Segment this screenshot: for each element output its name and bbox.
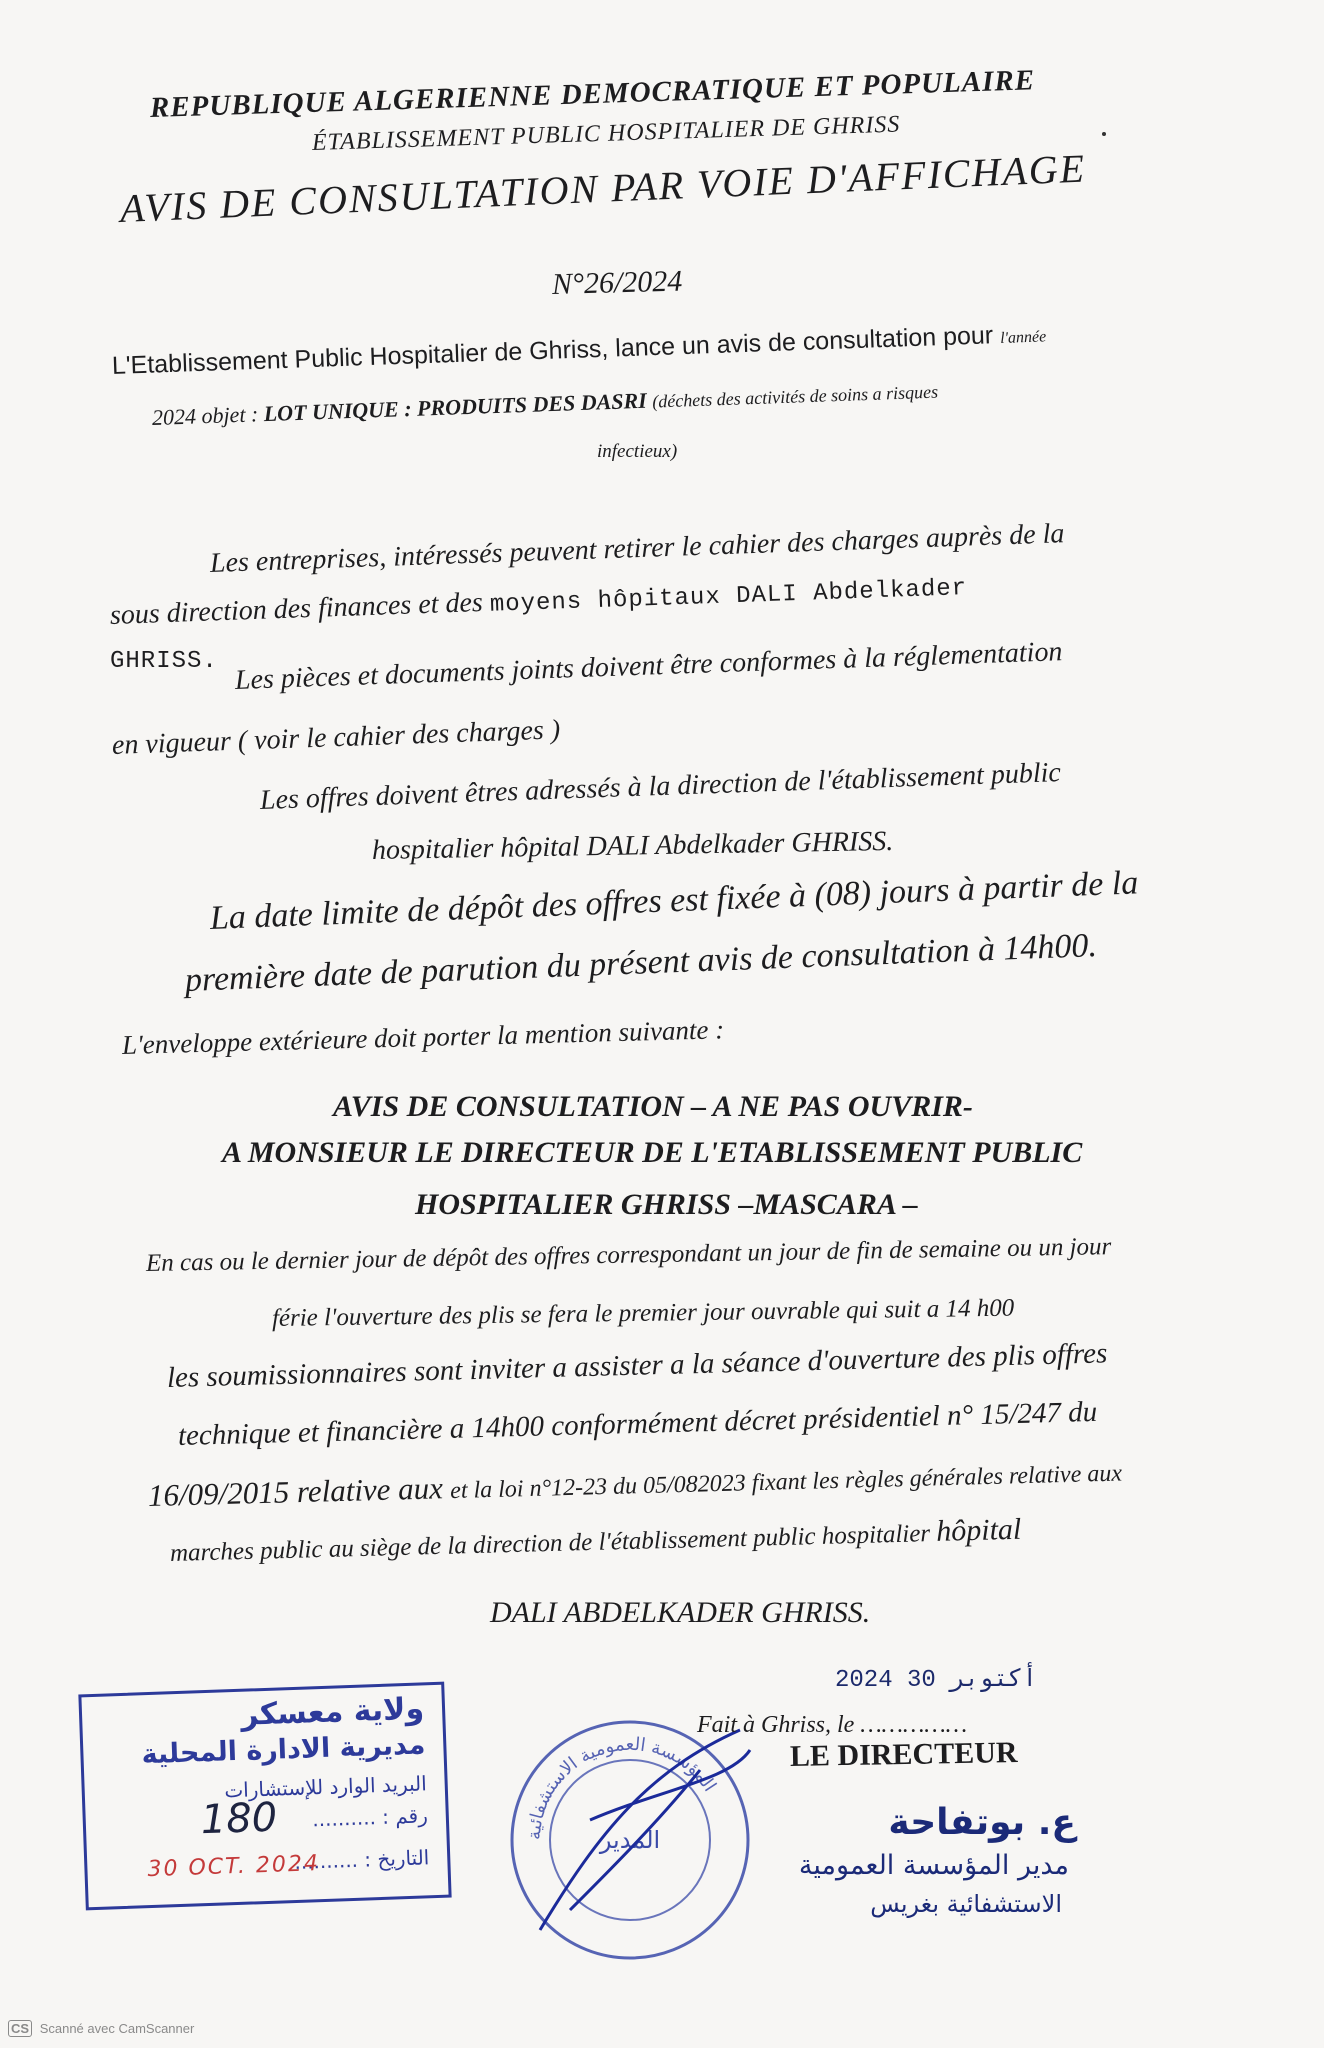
stamp-number-label: رقم : .......... [311, 1803, 429, 1832]
header-republic: REPUBLIQUE ALGERIENNE DEMOCRATIQUE ET POPULAIRE [149, 64, 1036, 124]
seal-ring-text: المؤسسة العمومية الاستشفائية [523, 1733, 721, 1841]
conditions-line-5 [148, 1453, 1123, 1514]
director-name-stamp: ع. بوتفاحة [888, 1802, 1076, 1843]
conditions-line-4: technique et financière a 14h00 conformément décret présidentiel n° 15/247 du [177, 1395, 1098, 1452]
mention-line-2: A MONSIEUR LE DIRECTEUR DE L'ETABLISSEMENT PUBLIC [222, 1136, 1083, 1169]
mention-line-3: HOSPITALIER GHRISS –MASCARA – [415, 1188, 918, 1221]
paragraph-1-line-1: Les entreprises, intéressés peuvent retirer le cahier des charges auprès de la [209, 518, 1065, 579]
director-role-stamp-2: الاستشفائية بغريس [870, 1890, 1062, 1918]
conditions-line-2: férie l'ouverture des plis se fera le premier jour ouvrable qui suit a 14 h00 [271, 1294, 1015, 1332]
paragraph-1-typed: moyens hôpitaux DALI Abdelkader [489, 575, 968, 619]
paragraph-3-line-2: hospitalier hôpital DALI Abdelkader GHRISS. [371, 825, 894, 866]
director-role-stamp-1: مدير المؤسسة العمومية [798, 1850, 1069, 1881]
paragraph-2-line-2: en vigueur ( voir le cahier des charges ) [111, 714, 561, 761]
intro-paren: (déchets des activités de soins a risques [651, 381, 939, 412]
stamp-date-label: التاريخ : .......... [293, 1845, 430, 1875]
scanner-footer-text: Scanné avec CamScanner [39, 2021, 195, 2036]
stamp-date-value: 30 OCT. 2024 [147, 1851, 321, 1883]
deadline-line-2: première date de parution du présent avis de consultation à 14h00. [184, 926, 1098, 999]
seal-center-text: المدير [599, 1826, 661, 1854]
stamp-mail-label: البريد الوارد للإستشارات [223, 1771, 428, 1803]
stamp-number-value: 180 [200, 1794, 278, 1844]
intro-year-word: l'année [999, 328, 1047, 347]
deadline-line-1: La date limite de dépôt des offres est fixée à (08) jours à partir de la [209, 864, 1139, 937]
conditions-line-7: DALI ABDELKADER GHRISS. [490, 1596, 871, 1629]
speck [1102, 132, 1106, 136]
decree-date: 16/09/2015 relative aux [147, 1470, 444, 1513]
document-number: N°26/2024 [551, 264, 683, 301]
stamp-wilaya: ولاية معسكر [240, 1691, 425, 1733]
paragraph-1-line-2 [109, 570, 967, 632]
reception-date-stamp: 2024 أكتوبر 30 [835, 1667, 1037, 1694]
conditions-line-3: les soumissionnaires sont inviter a assister a la séance d'ouverture des plis offres [166, 1337, 1108, 1394]
paragraph-1-line-3: GHRISS. [110, 648, 218, 675]
conditions-line-6-text: marches public au siège de la direction de l'établissement public hospitalier [169, 1520, 931, 1567]
mention-line-1: AVIS DE CONSULTATION – A NE PAS OUVRIR- [333, 1090, 973, 1123]
intro-line-1 [111, 319, 1046, 381]
intro-lot: LOT UNIQUE : PRODUITS DES DASRI [263, 387, 648, 427]
scanner-footer [8, 2020, 194, 2037]
conditions-line-6-end: hôpital [935, 1512, 1022, 1548]
signature-place-date: Fait à Ghriss, le …………… [697, 1712, 968, 1738]
received-stamp [78, 1682, 451, 1911]
intro-year: 2024 objet : [151, 401, 259, 430]
conditions-line-6 [170, 1513, 1022, 1569]
paragraph-3-line-1: Les offres doivent êtres adressés à la direction de l'établissement public [259, 757, 1062, 816]
signature-title: LE DIRECTEUR [789, 1736, 1018, 1773]
hospital-seal [500, 1710, 760, 1970]
camscanner-logo-icon: CS [8, 2020, 32, 2037]
law-reference: et la loi n°12-23 du 05/082023 fixant les règles générales relative aux [449, 1460, 1123, 1505]
intro-line-3: infectieux) [597, 441, 678, 462]
envelope-instruction: L'enveloppe extérieure doit porter la mention suivante : [121, 1014, 725, 1060]
intro-line-2 [152, 378, 939, 431]
document-title: AVIS DE CONSULTATION PAR VOIE D'AFFICHAGE [119, 145, 1087, 231]
paragraph-1-text: sous direction des finances et des [109, 586, 484, 631]
stamp-directorate: مديرية الادارة المحلية [141, 1729, 426, 1771]
intro-text: L'Etablissement Public Hospitalier de Ghriss, lance un avis de consultation pour [111, 321, 994, 380]
paragraph-2-line-1: Les pièces et documents joints doivent être conformes à la réglementation [234, 636, 1063, 696]
conditions-line-1: En cas ou le dernier jour de dépôt des offres correspondant un jour de fin de semaine ou un jour [145, 1233, 1112, 1277]
header-establishment: ÉTABLISSEMENT PUBLIC HOSPITALIER DE GHRISS [311, 111, 901, 156]
